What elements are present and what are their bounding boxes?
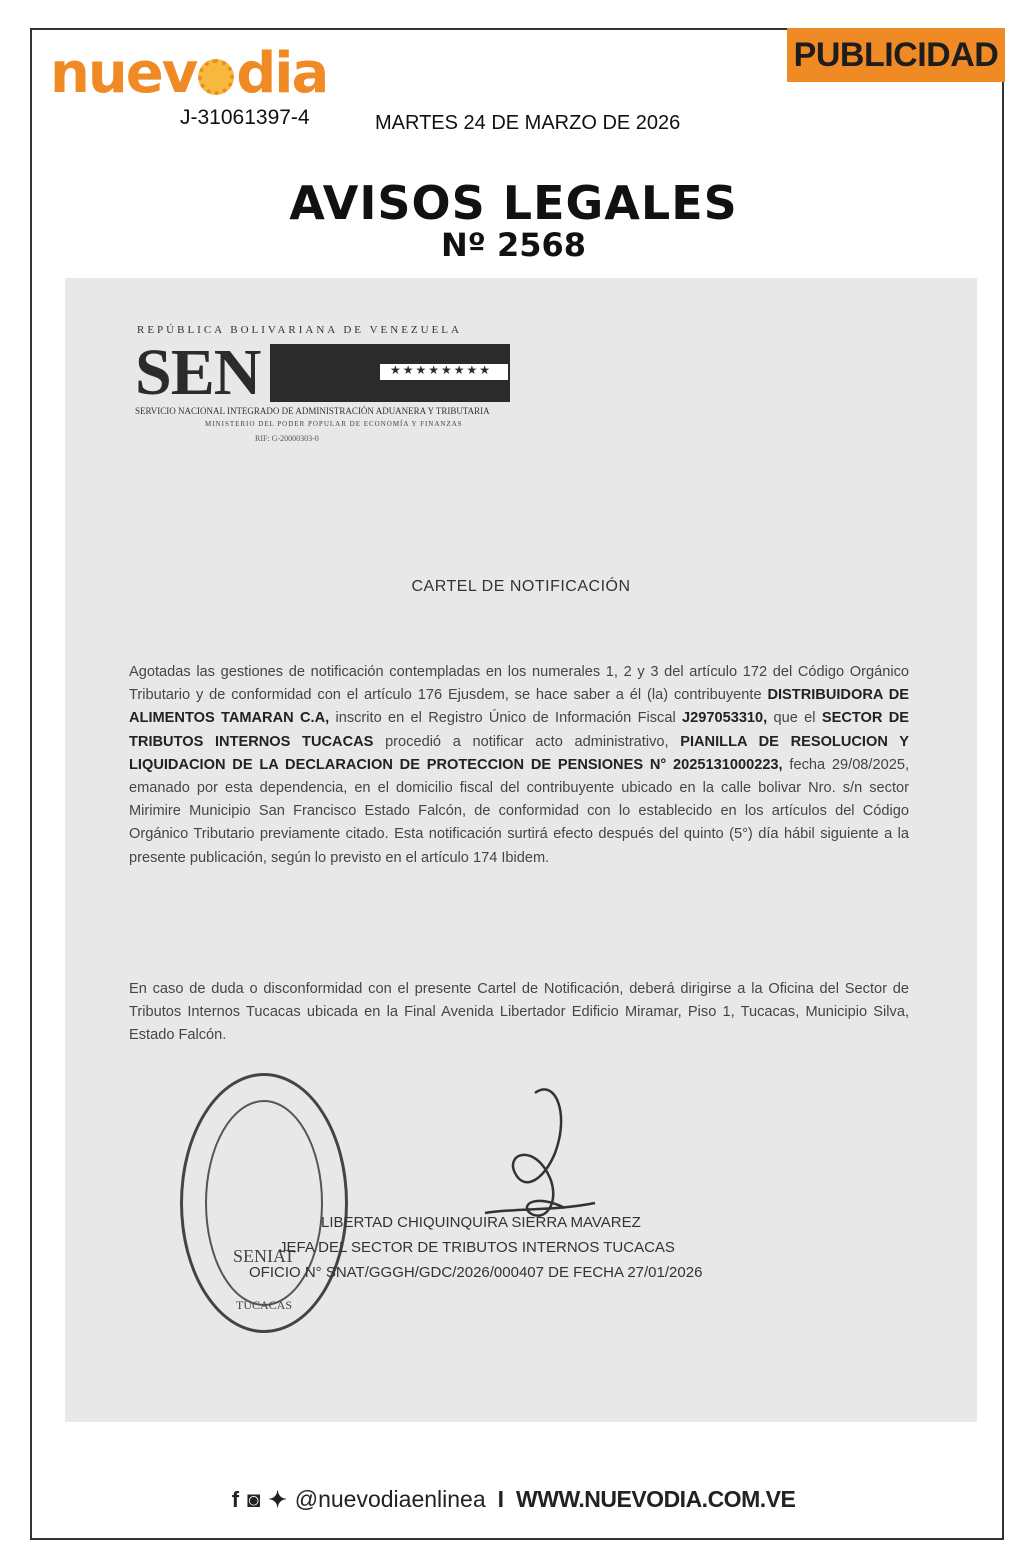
taxpayer-rif: J297053310, bbox=[682, 710, 768, 727]
notice-number: Nº 2568 bbox=[440, 226, 587, 264]
publicidad-badge: PUBLICIDAD bbox=[787, 28, 1005, 82]
footer-separator: I bbox=[497, 1486, 505, 1512]
footer bbox=[0, 1486, 1027, 1513]
star-icons: ★★★★★★★★ bbox=[390, 363, 493, 377]
seniat-rif: RIF: G-20000303-0 bbox=[255, 434, 319, 443]
taxpayer-name: DISTRIBUIDORA DE ALIMENTOS TAMARAN C.A, bbox=[129, 687, 909, 727]
seniat-logo-word: SEN bbox=[135, 336, 261, 409]
notice-heading: CARTEL DE NOTIFICACIÓN bbox=[411, 578, 631, 595]
logo-text-left: nuev bbox=[50, 41, 197, 106]
nuevodia-logo bbox=[50, 41, 328, 106]
body-text: Agotadas las gestiones de notificación contempladas en los numerales 1, 2 y 3 del artículo 172 del Código Orgánico Tributario y de conformidad con el artículo 176 Ejusdem, se hace saber a él (la) contribuyente bbox=[129, 664, 909, 704]
social-handle: @nuevodiaenlinea bbox=[294, 1486, 486, 1512]
scanned-document bbox=[65, 278, 977, 1422]
logo-text-right: dia bbox=[236, 41, 328, 106]
seniat-logo-mark bbox=[270, 344, 510, 402]
body-text: fecha 29/08/2025, emanado por esta dependencia, en el domicilio fiscal del contribuyente ubicado en la calle bolivar Nro. s/n sector Mirimire Municipio San Francisco Estado Falcón, de conformidad con lo establecido en los artículos del Código Orgánico Tributario previamente citado. Esta notificación surtirá efecto después del quinto (5°) día hábil siguiente a la presente publicación, según lo previsto en el artículo 174 Ibidem. bbox=[129, 756, 909, 866]
twitter-icon: ✦ bbox=[268, 1486, 287, 1512]
stamp-center-text: SENIAT bbox=[233, 1246, 295, 1266]
stamp-bottom-text: TUCACAS bbox=[235, 1298, 292, 1312]
signer-office-reference: OFICIO N° SNAT/GGGH/GDC/2026/000407 DE FECHA 27/01/2026 bbox=[249, 1264, 703, 1281]
instagram-icon: ◙ bbox=[247, 1486, 261, 1512]
tax-sector: SECTOR DE TRIBUTOS INTERNOS TUCACAS bbox=[129, 710, 909, 750]
notice-contact-paragraph: En caso de duda o disconformidad con el presente Cartel de Notificación, deberá dirigirse a la Oficina del Sector de Tributos Internos Tucacas ubicada en la Final Avenida Libertador Edificio Miramar, Piso 1, Tucacas, Municipio Silva, Estado Falcón. bbox=[129, 981, 909, 1044]
seniat-republic-text: REPÚBLICA BOLIVARIANA DE VENEZUELA bbox=[137, 324, 462, 336]
body-text: procedió a notificar acto administrativo, bbox=[373, 733, 681, 750]
body-text: que el bbox=[767, 710, 822, 727]
signer-name: LIBERTAD CHIQUINQUIRA SIERRA MAVAREZ bbox=[321, 1214, 641, 1231]
website-url: WWW.NUEVODIA.COM.VE bbox=[516, 1486, 796, 1512]
signer-role: JEFA DEL SECTOR DE TRIBUTOS INTERNOS TUCACAS bbox=[279, 1239, 675, 1256]
newspaper-rif: J-31061397-4 bbox=[180, 106, 310, 129]
administrative-act: PIANILLA DE RESOLUCION Y LIQUIDACION DE LA DECLARACION DE PROTECCION DE PENSIONES N° 2025131000223, bbox=[129, 733, 910, 773]
signature-icon bbox=[475, 1083, 605, 1233]
seniat-full-name: SERVICIO NACIONAL INTEGRADO DE ADMINISTRACIÓN ADUANERA Y TRIBUTARIA bbox=[135, 406, 490, 416]
sun-icon bbox=[198, 59, 234, 95]
body-text: inscrito en el Registro Único de Información Fiscal bbox=[329, 710, 682, 727]
seniat-ministry: MINISTERIO DEL PODER POPULAR DE ECONOMÍA Y FINANZAS bbox=[205, 420, 463, 428]
publication-date: MARTES 24 DE MARZO DE 2026 bbox=[375, 112, 681, 134]
page-title: AVISOS LEGALES bbox=[289, 176, 738, 230]
facebook-icon: f bbox=[231, 1486, 240, 1512]
notice-body bbox=[129, 661, 909, 870]
official-stamp-icon bbox=[180, 1073, 348, 1333]
